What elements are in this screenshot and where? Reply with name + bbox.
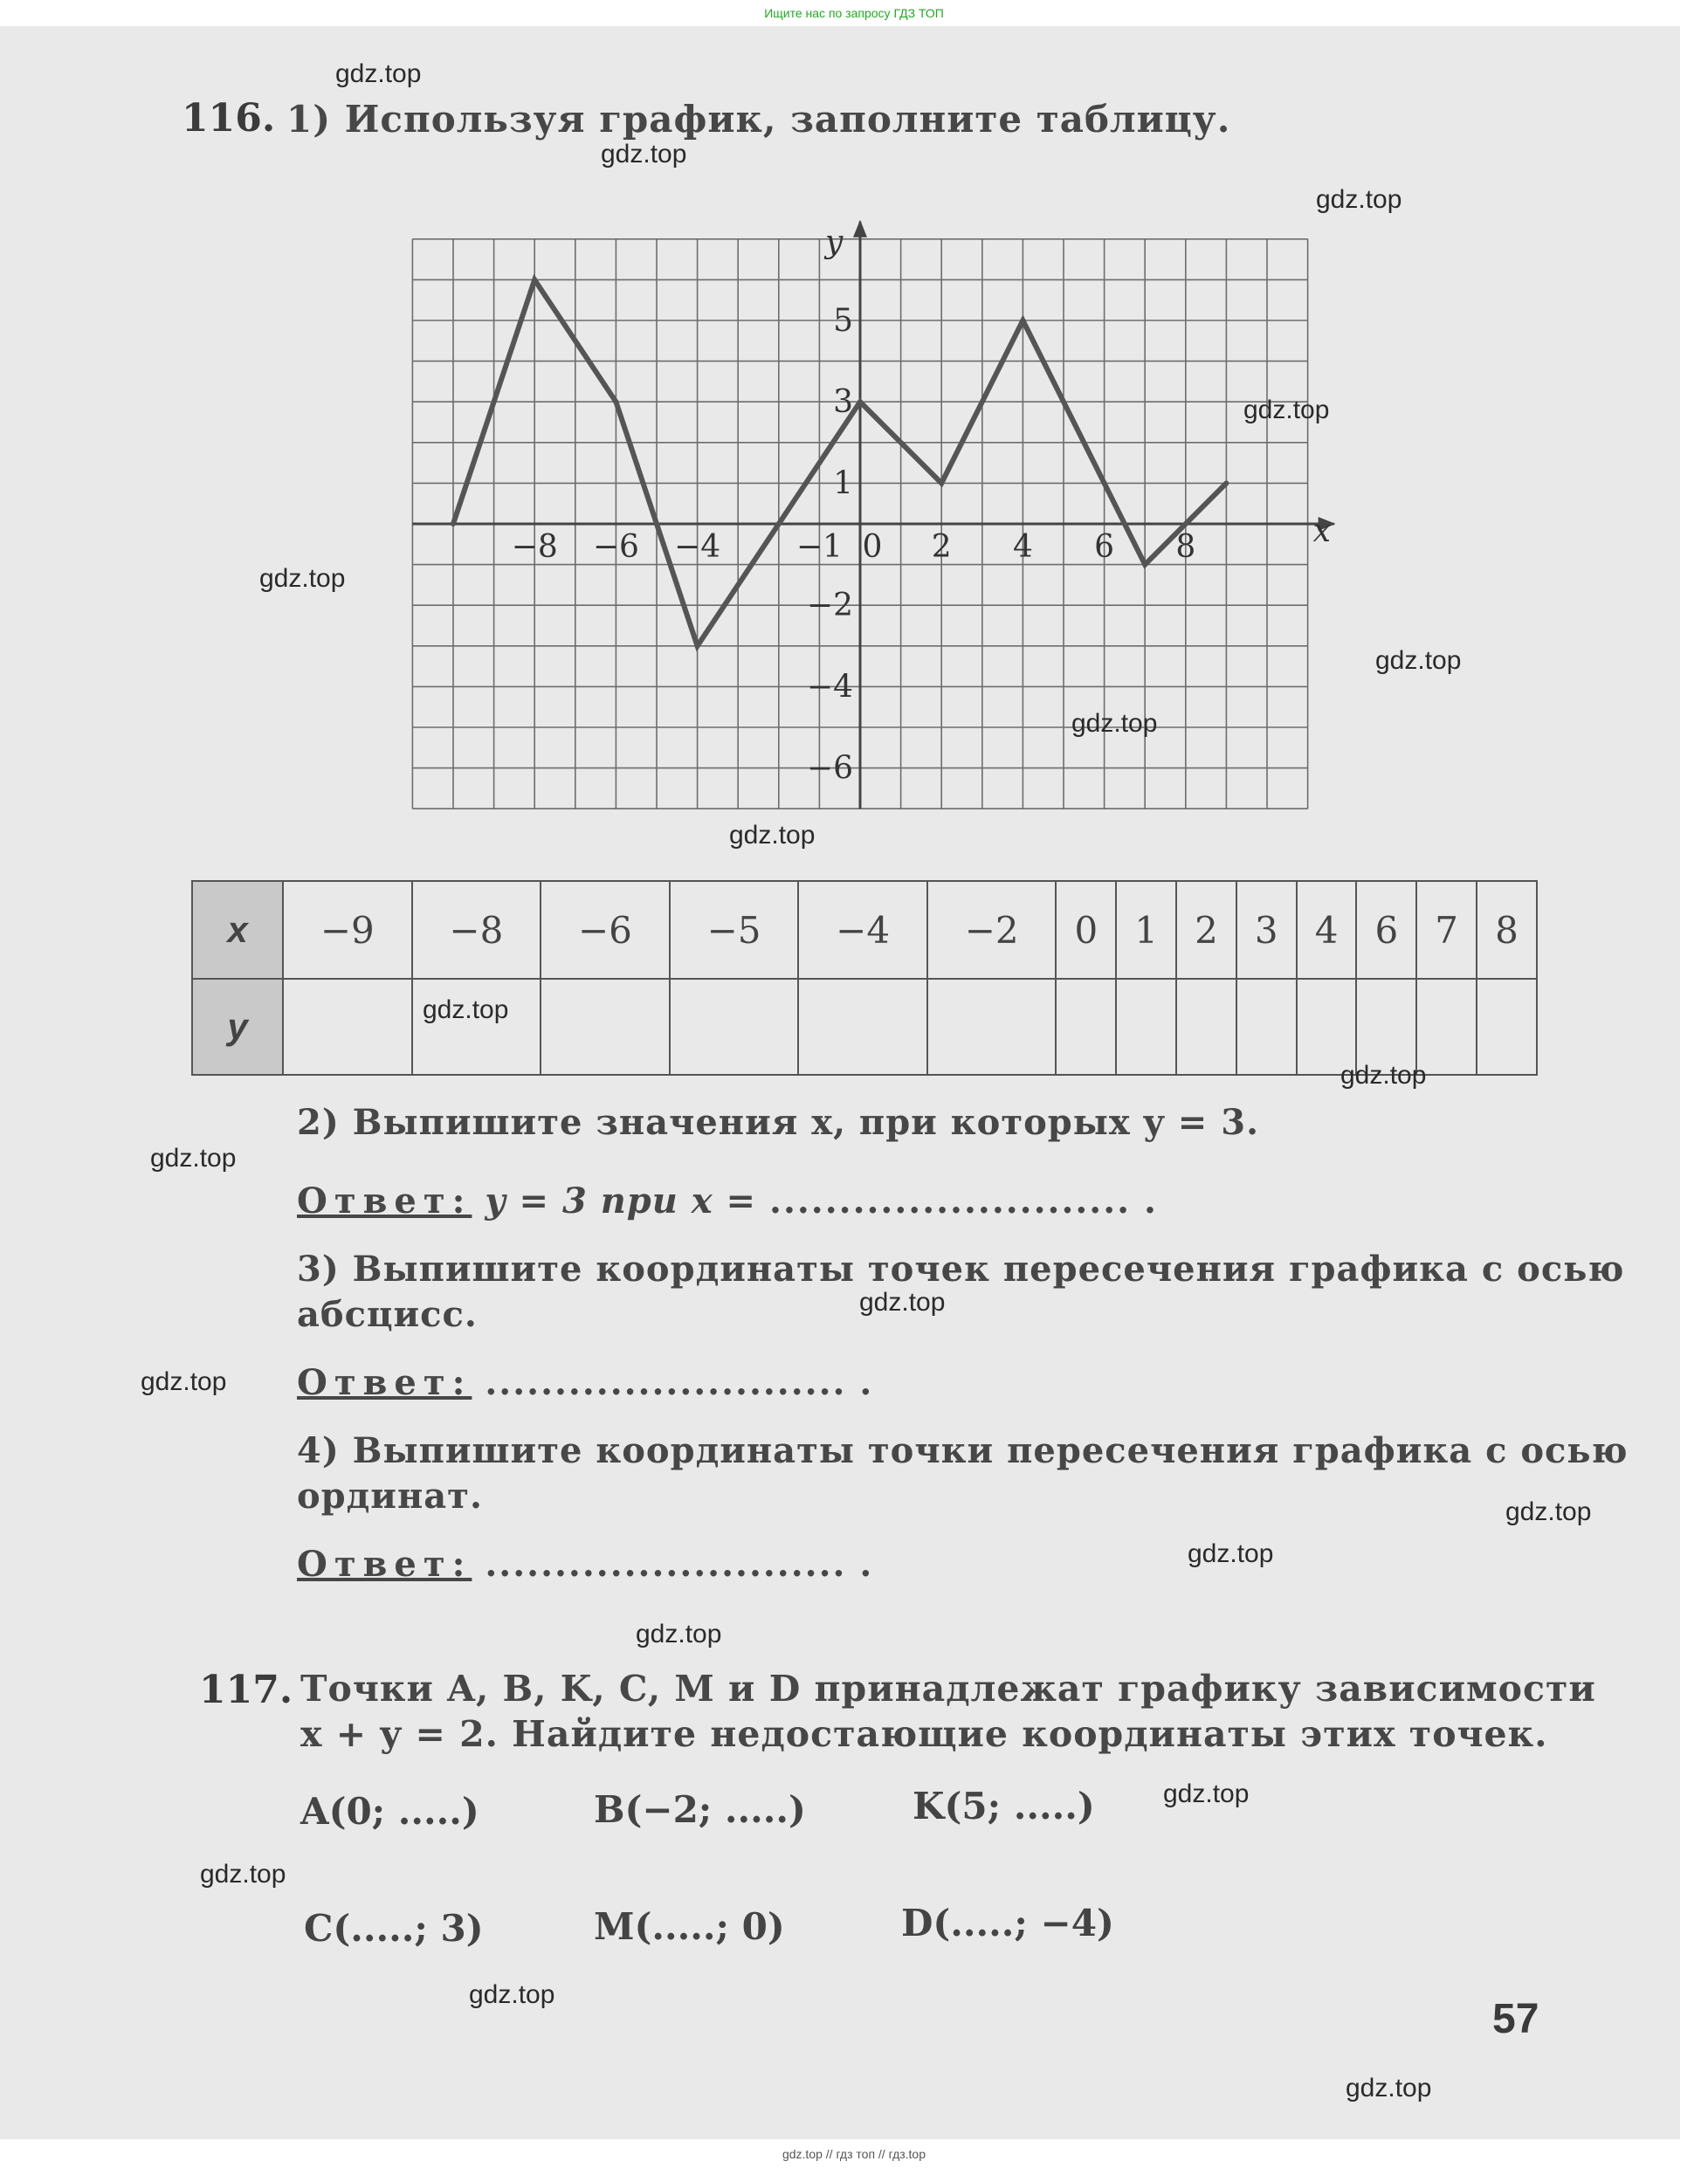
- y-tick-label: 1: [833, 465, 853, 502]
- table-cell-y[interactable]: [1056, 979, 1116, 1075]
- answer-line-3: [297, 1362, 872, 1403]
- graph-vertex: [776, 521, 782, 527]
- table-row-y: [192, 979, 1537, 1075]
- table-cell-x: −4: [798, 881, 927, 979]
- task-116-part2: 2) Выпишите значения x, при которых y = 3.: [297, 1102, 1259, 1143]
- table-cell-x: −2: [927, 881, 1057, 979]
- y-tick-label: −6: [806, 750, 853, 787]
- watermark: gdz.top: [259, 564, 346, 593]
- graph-vertex: [939, 480, 944, 485]
- table-cell-x: 0: [1056, 881, 1116, 979]
- watermark: gdz.top: [469, 1980, 555, 2009]
- table-cell-y[interactable]: [283, 979, 412, 1075]
- task-116-part1: 1) Используя график, заполните таблицу.: [286, 98, 1231, 141]
- answer-2-dots: ..........................: [769, 1180, 1132, 1222]
- graph-vertex: [613, 399, 618, 404]
- watermark: gdz.top: [1316, 185, 1402, 214]
- table-cell-x: 2: [1176, 881, 1236, 979]
- graph-vertex: [532, 277, 537, 282]
- watermark: gdz.top: [1188, 1539, 1274, 1568]
- answer-3-dots: ..........................: [485, 1362, 847, 1403]
- point-b: B(−2; .....): [594, 1788, 806, 1831]
- table-row-x: [192, 881, 1537, 979]
- y-tick-label: 3: [833, 384, 853, 421]
- table-cell-y[interactable]: [1116, 979, 1176, 1075]
- watermark: gdz.top: [1375, 646, 1462, 675]
- x-tick-label: −1: [795, 529, 843, 565]
- answer-line-2: [297, 1180, 1157, 1222]
- task-117-line1: Точки A, B, K, C, M и D принадлежат графику зависимости: [300, 1668, 1596, 1710]
- table-cell-y[interactable]: [541, 979, 670, 1075]
- function-graph: [402, 210, 1331, 829]
- task-116-part4-line2: ординат.: [297, 1476, 483, 1517]
- watermark: gdz.top: [1346, 2074, 1432, 2103]
- watermark: gdz.top: [1163, 1779, 1250, 1808]
- y-tick-label: 5: [833, 303, 853, 339]
- watermark: gdz.top: [1340, 1061, 1427, 1090]
- task-117-line2: x + y = 2. Найдите недостающие координаты этих точек.: [300, 1713, 1548, 1755]
- graph-vertex: [451, 521, 456, 527]
- graph-vertex: [1142, 562, 1147, 568]
- y-tick-label: −4: [806, 669, 853, 705]
- xy-table: [191, 880, 1538, 1076]
- table-header-x: x: [192, 881, 283, 979]
- graph-vertex: [1223, 480, 1229, 485]
- table-cell-y[interactable]: [1176, 979, 1236, 1075]
- table-header-y: y: [192, 979, 283, 1075]
- task-117-number: 117.: [199, 1668, 293, 1712]
- bottom-banner: gdz.top // гдз топ // гдз.top: [782, 2147, 926, 2161]
- watermark: gdz.top: [150, 1144, 237, 1173]
- point-c: C(.....; 3): [304, 1907, 484, 1950]
- table-cell-y[interactable]: [670, 979, 799, 1075]
- graph-vertex: [1102, 480, 1107, 485]
- watermark: gdz.top: [1243, 396, 1330, 424]
- task-116-part4-line1: 4) Выпишите координаты точки пересечения графика с осью: [297, 1430, 1629, 1471]
- point-m: M(.....; 0): [594, 1905, 785, 1948]
- x-tick-label: 0: [862, 529, 883, 565]
- table-cell-x: 8: [1477, 881, 1537, 979]
- graph-vertex: [1020, 318, 1025, 323]
- table-cell-y[interactable]: [927, 979, 1057, 1075]
- watermark: gdz.top: [859, 1288, 946, 1317]
- answer-label: Ответ:: [297, 1180, 472, 1222]
- y-tick-label: −2: [806, 588, 853, 624]
- task-116-number: 116.: [182, 96, 276, 141]
- watermark: gdz.top: [1071, 709, 1158, 738]
- x-tick-label: −6: [592, 529, 639, 565]
- table-cell-x: 7: [1416, 881, 1477, 979]
- answer-line-4: [297, 1544, 872, 1585]
- x-tick-label: 4: [1012, 529, 1033, 565]
- answer-2-text: y = 3 при x =: [485, 1180, 757, 1222]
- table-cell-x: −5: [670, 881, 799, 979]
- table-cell-x: −9: [283, 881, 412, 979]
- x-axis-label: x: [1312, 513, 1331, 549]
- top-banner: Ищите нас по запросу ГДЗ ТОП: [764, 6, 944, 20]
- graph-background: [402, 210, 1314, 829]
- graph-vertex: [695, 644, 700, 649]
- watermark: gdz.top: [335, 59, 422, 88]
- watermark: gdz.top: [601, 140, 687, 169]
- answer-3-period: .: [859, 1362, 873, 1403]
- table-cell-x: −8: [412, 881, 541, 979]
- table-cell-x: −6: [541, 881, 670, 979]
- watermark: gdz.top: [1505, 1497, 1592, 1526]
- answer-label: Ответ:: [297, 1362, 472, 1403]
- point-k: K(5; .....): [913, 1785, 1095, 1827]
- x-tick-label: 2: [931, 529, 952, 565]
- answer-label: Ответ:: [297, 1544, 472, 1585]
- answer-4-period: .: [859, 1544, 873, 1585]
- watermark: gdz.top: [636, 1620, 722, 1648]
- table-cell-y[interactable]: [1477, 979, 1537, 1075]
- x-tick-label: −4: [674, 529, 721, 565]
- table-cell-x: 1: [1116, 881, 1176, 979]
- x-tick-label: −8: [511, 529, 558, 565]
- answer-4-dots: ..........................: [485, 1544, 847, 1585]
- task-116-part3-line1: 3) Выпишите координаты точек пересечения графика с осью: [297, 1249, 1625, 1290]
- watermark: gdz.top: [141, 1367, 227, 1396]
- table-cell-y[interactable]: [412, 979, 541, 1075]
- graph-vertex: [857, 399, 863, 404]
- table-cell-y[interactable]: [798, 979, 927, 1075]
- point-d: D(.....; −4): [901, 1902, 1114, 1944]
- textbook-page: [0, 26, 1680, 2139]
- table-cell-x: 6: [1356, 881, 1416, 979]
- answer-2-period: .: [1144, 1180, 1157, 1222]
- x-tick-label: 8: [1175, 529, 1196, 565]
- point-a: A(0; .....): [300, 1790, 479, 1833]
- page-number: 57: [1492, 1996, 1539, 2042]
- watermark: gdz.top: [200, 1860, 286, 1889]
- watermark: gdz.top: [729, 821, 816, 850]
- table-cell-y[interactable]: [1236, 979, 1297, 1075]
- task-116-part3-line2: абсцисс.: [297, 1294, 478, 1335]
- x-tick-label: 6: [1094, 529, 1115, 565]
- table-cell-x: 4: [1297, 881, 1357, 979]
- watermark: gdz.top: [423, 995, 509, 1024]
- table-cell-x: 3: [1236, 881, 1297, 979]
- y-axis-label: y: [825, 224, 844, 260]
